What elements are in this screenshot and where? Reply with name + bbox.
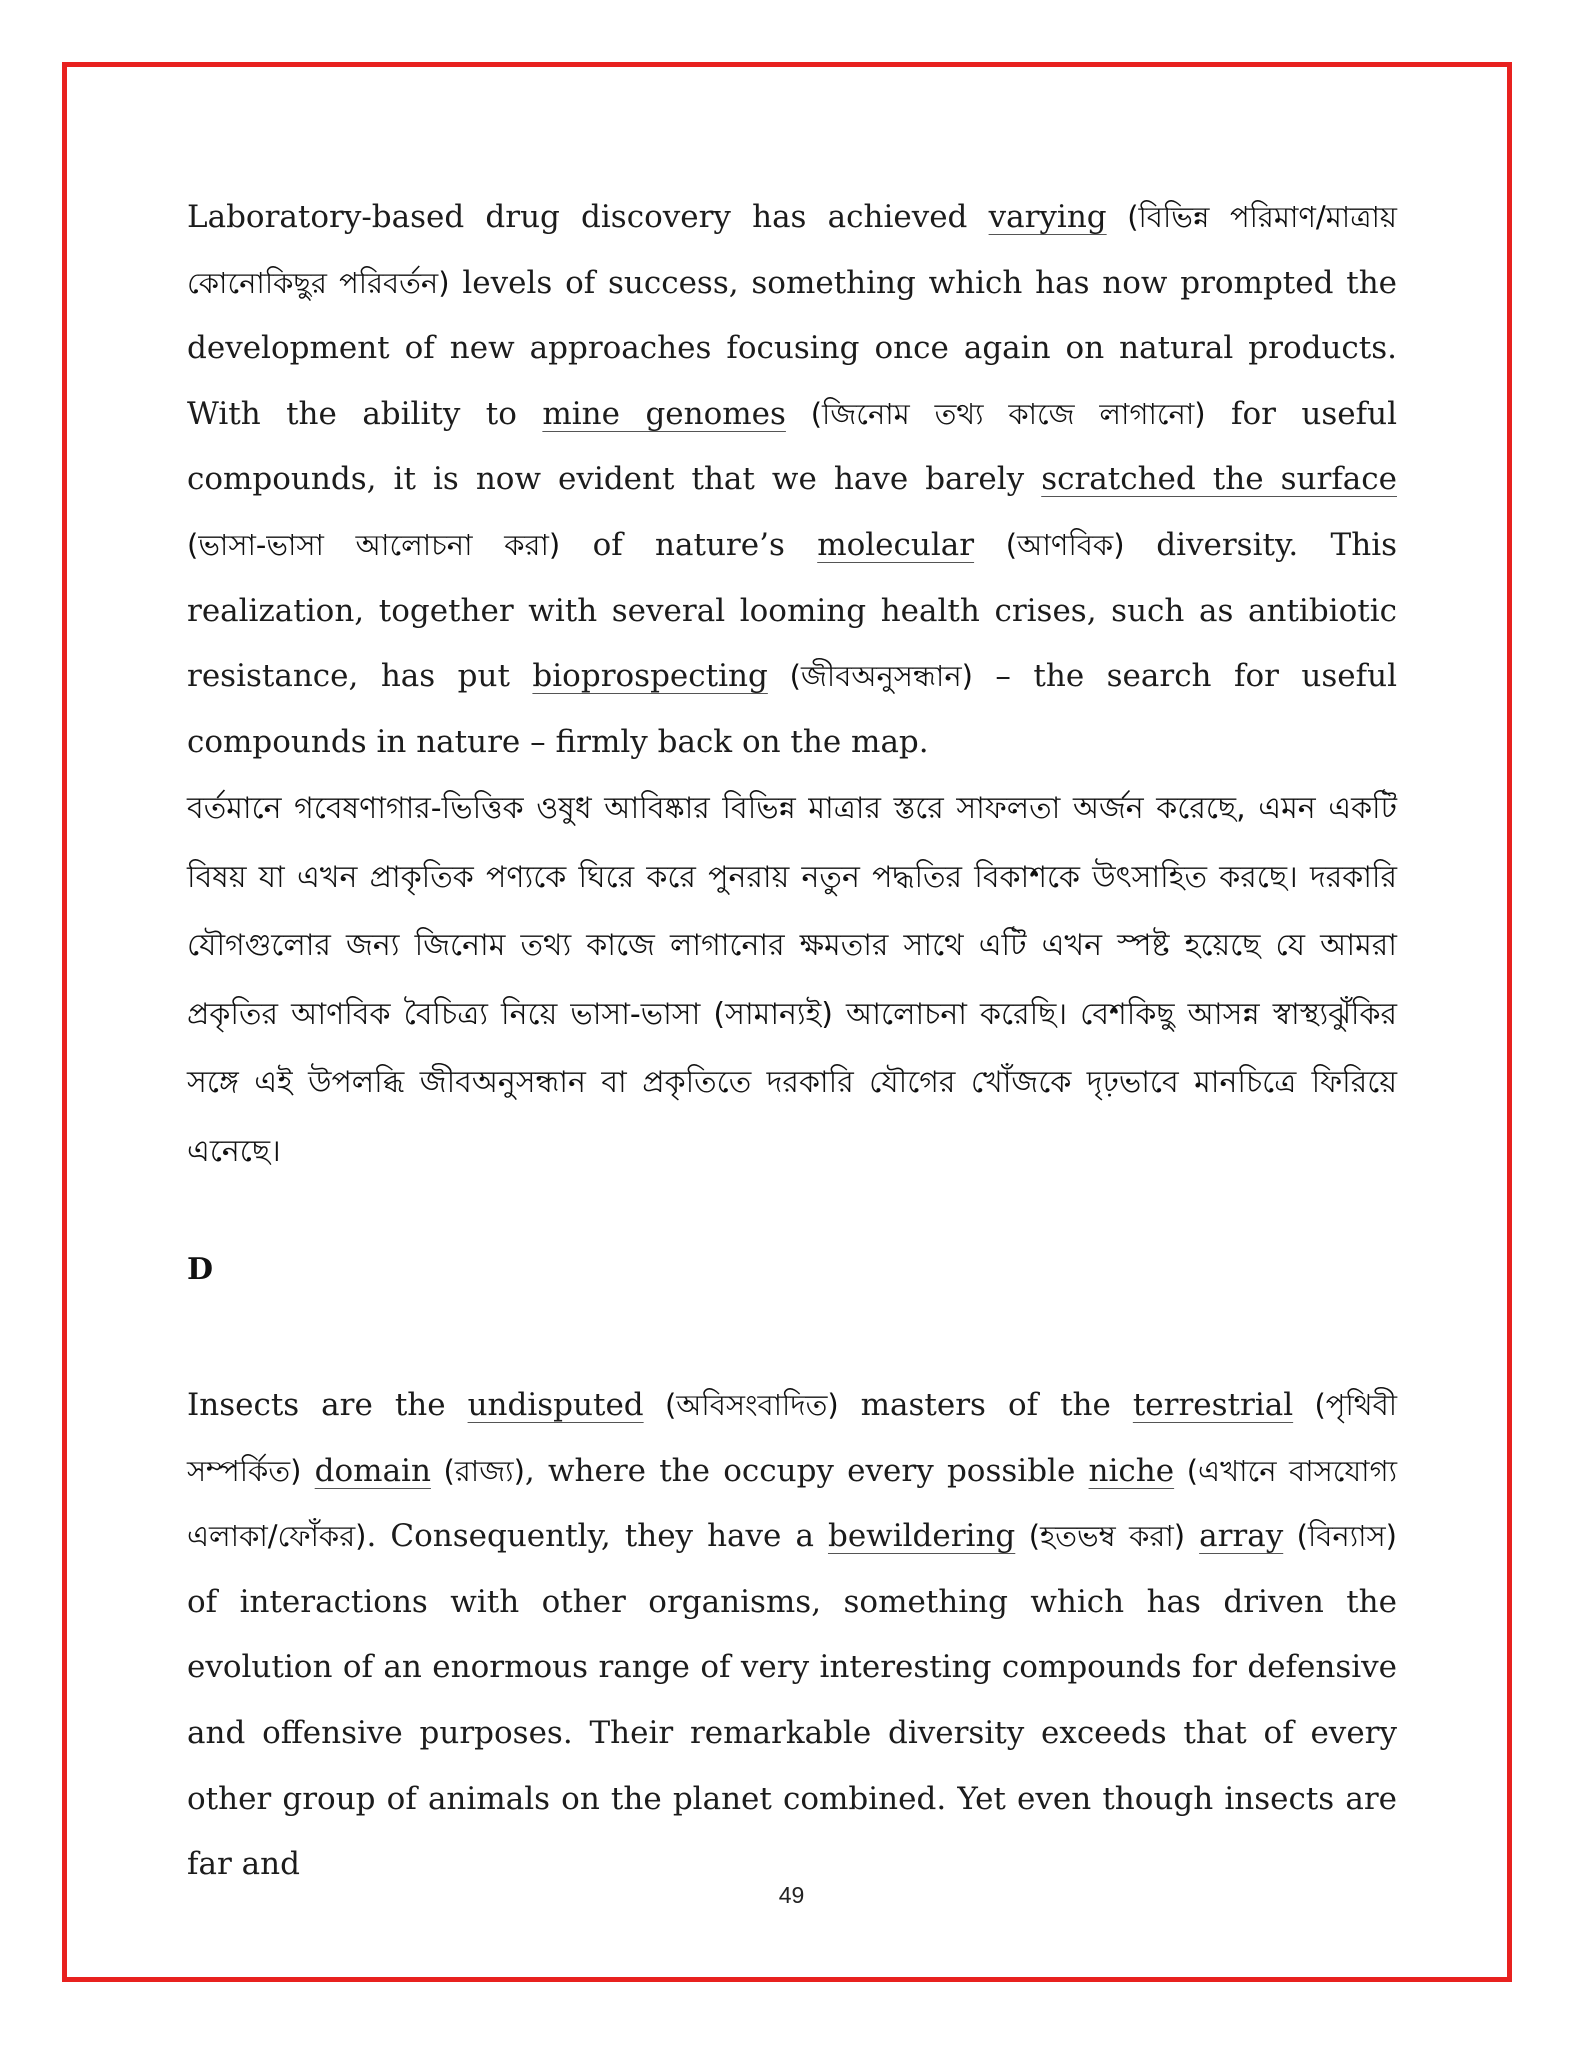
gloss-bengali: (অবিসংবাদিত): [643, 1388, 839, 1422]
vocab-undisputed: undisputed: [467, 1387, 644, 1423]
passage-c: [187, 185, 1397, 1186]
vocab-varying: varying: [988, 199, 1107, 235]
english-paragraph-c: [187, 185, 1397, 775]
vocab-terrestrial: terrestrial: [1132, 1387, 1294, 1423]
vocab-mine-genomes: mine genomes: [542, 395, 786, 432]
vocab-bewildering: bewildering: [827, 1518, 1016, 1555]
page-number: 49: [778, 1882, 805, 1908]
text: diversity. This realization, together with several looming health crises, such as antibiotic resistance, has put: [187, 526, 1398, 695]
text: , where the occupy every possible: [524, 1452, 1089, 1489]
text: [1185, 1518, 1199, 1554]
gloss-bengali: (বিভিন্ন পরিমাণ/মাত্রায় কোনোকিছুর পরিবর্তন): [187, 200, 1398, 300]
text: of interactions with other organisms, something which has driven the evolution of an enormous range of very interesting compounds for defensive and offensive purposes. Their remarkable diversity exceeds that of every other group of animals on the planet combined. Yet even though insects are far and: [187, 1583, 1397, 1883]
text: [301, 1453, 314, 1489]
vocab-scratched-the-surface: scratched the surface: [1041, 461, 1397, 498]
gloss-bengali: (এখানে বাসযোগ্য এলাকা/ফোঁকর): [187, 1453, 1397, 1554]
vocab-molecular: molecular: [817, 526, 975, 563]
text: masters of the: [838, 1387, 1133, 1423]
text: of nature’s: [560, 526, 818, 563]
text: Insects are the: [187, 1387, 468, 1423]
gloss-bengali: (হতভম্ব করা): [1015, 1519, 1186, 1554]
gloss-bengali: (আণবিক): [974, 527, 1157, 562]
vocab-bioprospecting: bioprospecting: [532, 658, 768, 695]
text: levels of success, something which has now prompted the development of new approaches focusing once again on natural products. With the ability to: [187, 264, 1398, 432]
bengali-translation-c: বর্তমানে গবেষণাগার-ভিত্তিক ওষুধ আবিষ্কার বিভিন্ন মাত্রার স্তরে সাফলতা অর্জন করেছে, এমন একটি বিষয় যা এখন প্রাকৃতিক পণ্যকে ঘিরে করে পুনরায় নতুন পদ্ধতির বিকাশকে উৎসাহিত করছে। দরকারি যৌগগুলোর জন্য জিনোম তথ্য কাজে লাগানোর ক্ষমতার সাথে এটি এখন স্পষ্ট হয়েছে যে আমরা প্রকৃতির আণবিক বৈচিত্র্য নিয়ে ভাসা-ভাসা (সামান্যই) আলোচনা করেছি। বেশকিছু আসন্ন স্বাস্থ্যঝুঁকির সঙ্গে এই উপলব্ধি জীবঅনুসন্ধান বা প্রকৃতিতে দরকারি যৌগের খোঁজকে দৃঢ়ভাবে মানচিত্রে ফিরিয়ে এনেছে।: [187, 791, 1397, 1169]
gloss-bengali: (পৃথিবী সম্পর্কিত): [187, 1388, 1398, 1488]
vocab-domain: domain: [314, 1452, 431, 1489]
gloss-bengali: (বিন্যাস): [1283, 1519, 1397, 1554]
gloss-bengali: (জিনোম তথ্য কাজে লাগানো): [785, 396, 1206, 431]
text: . Consequently, they have a: [366, 1518, 828, 1555]
vocab-array: array: [1199, 1518, 1284, 1555]
text: Laboratory-based drug discovery has achieved: [187, 199, 989, 235]
text: – the search for useful compounds in nature – firmly back on the map.: [187, 658, 1398, 760]
section-heading-d: D: [187, 1252, 214, 1287]
text: for useful compounds, it is now evident that we have barely: [187, 395, 1397, 498]
gloss-bengali: (রাজ্য): [430, 1453, 525, 1488]
passage-d: [187, 1373, 1397, 1898]
gloss-bengali: (জীবঅনুসন্ধান): [767, 659, 973, 694]
vocab-niche: niche: [1088, 1452, 1175, 1489]
english-paragraph-d: [187, 1373, 1397, 1898]
gloss-bengali: (ভাসা-ভাসা আলোচনা করা): [187, 527, 561, 562]
